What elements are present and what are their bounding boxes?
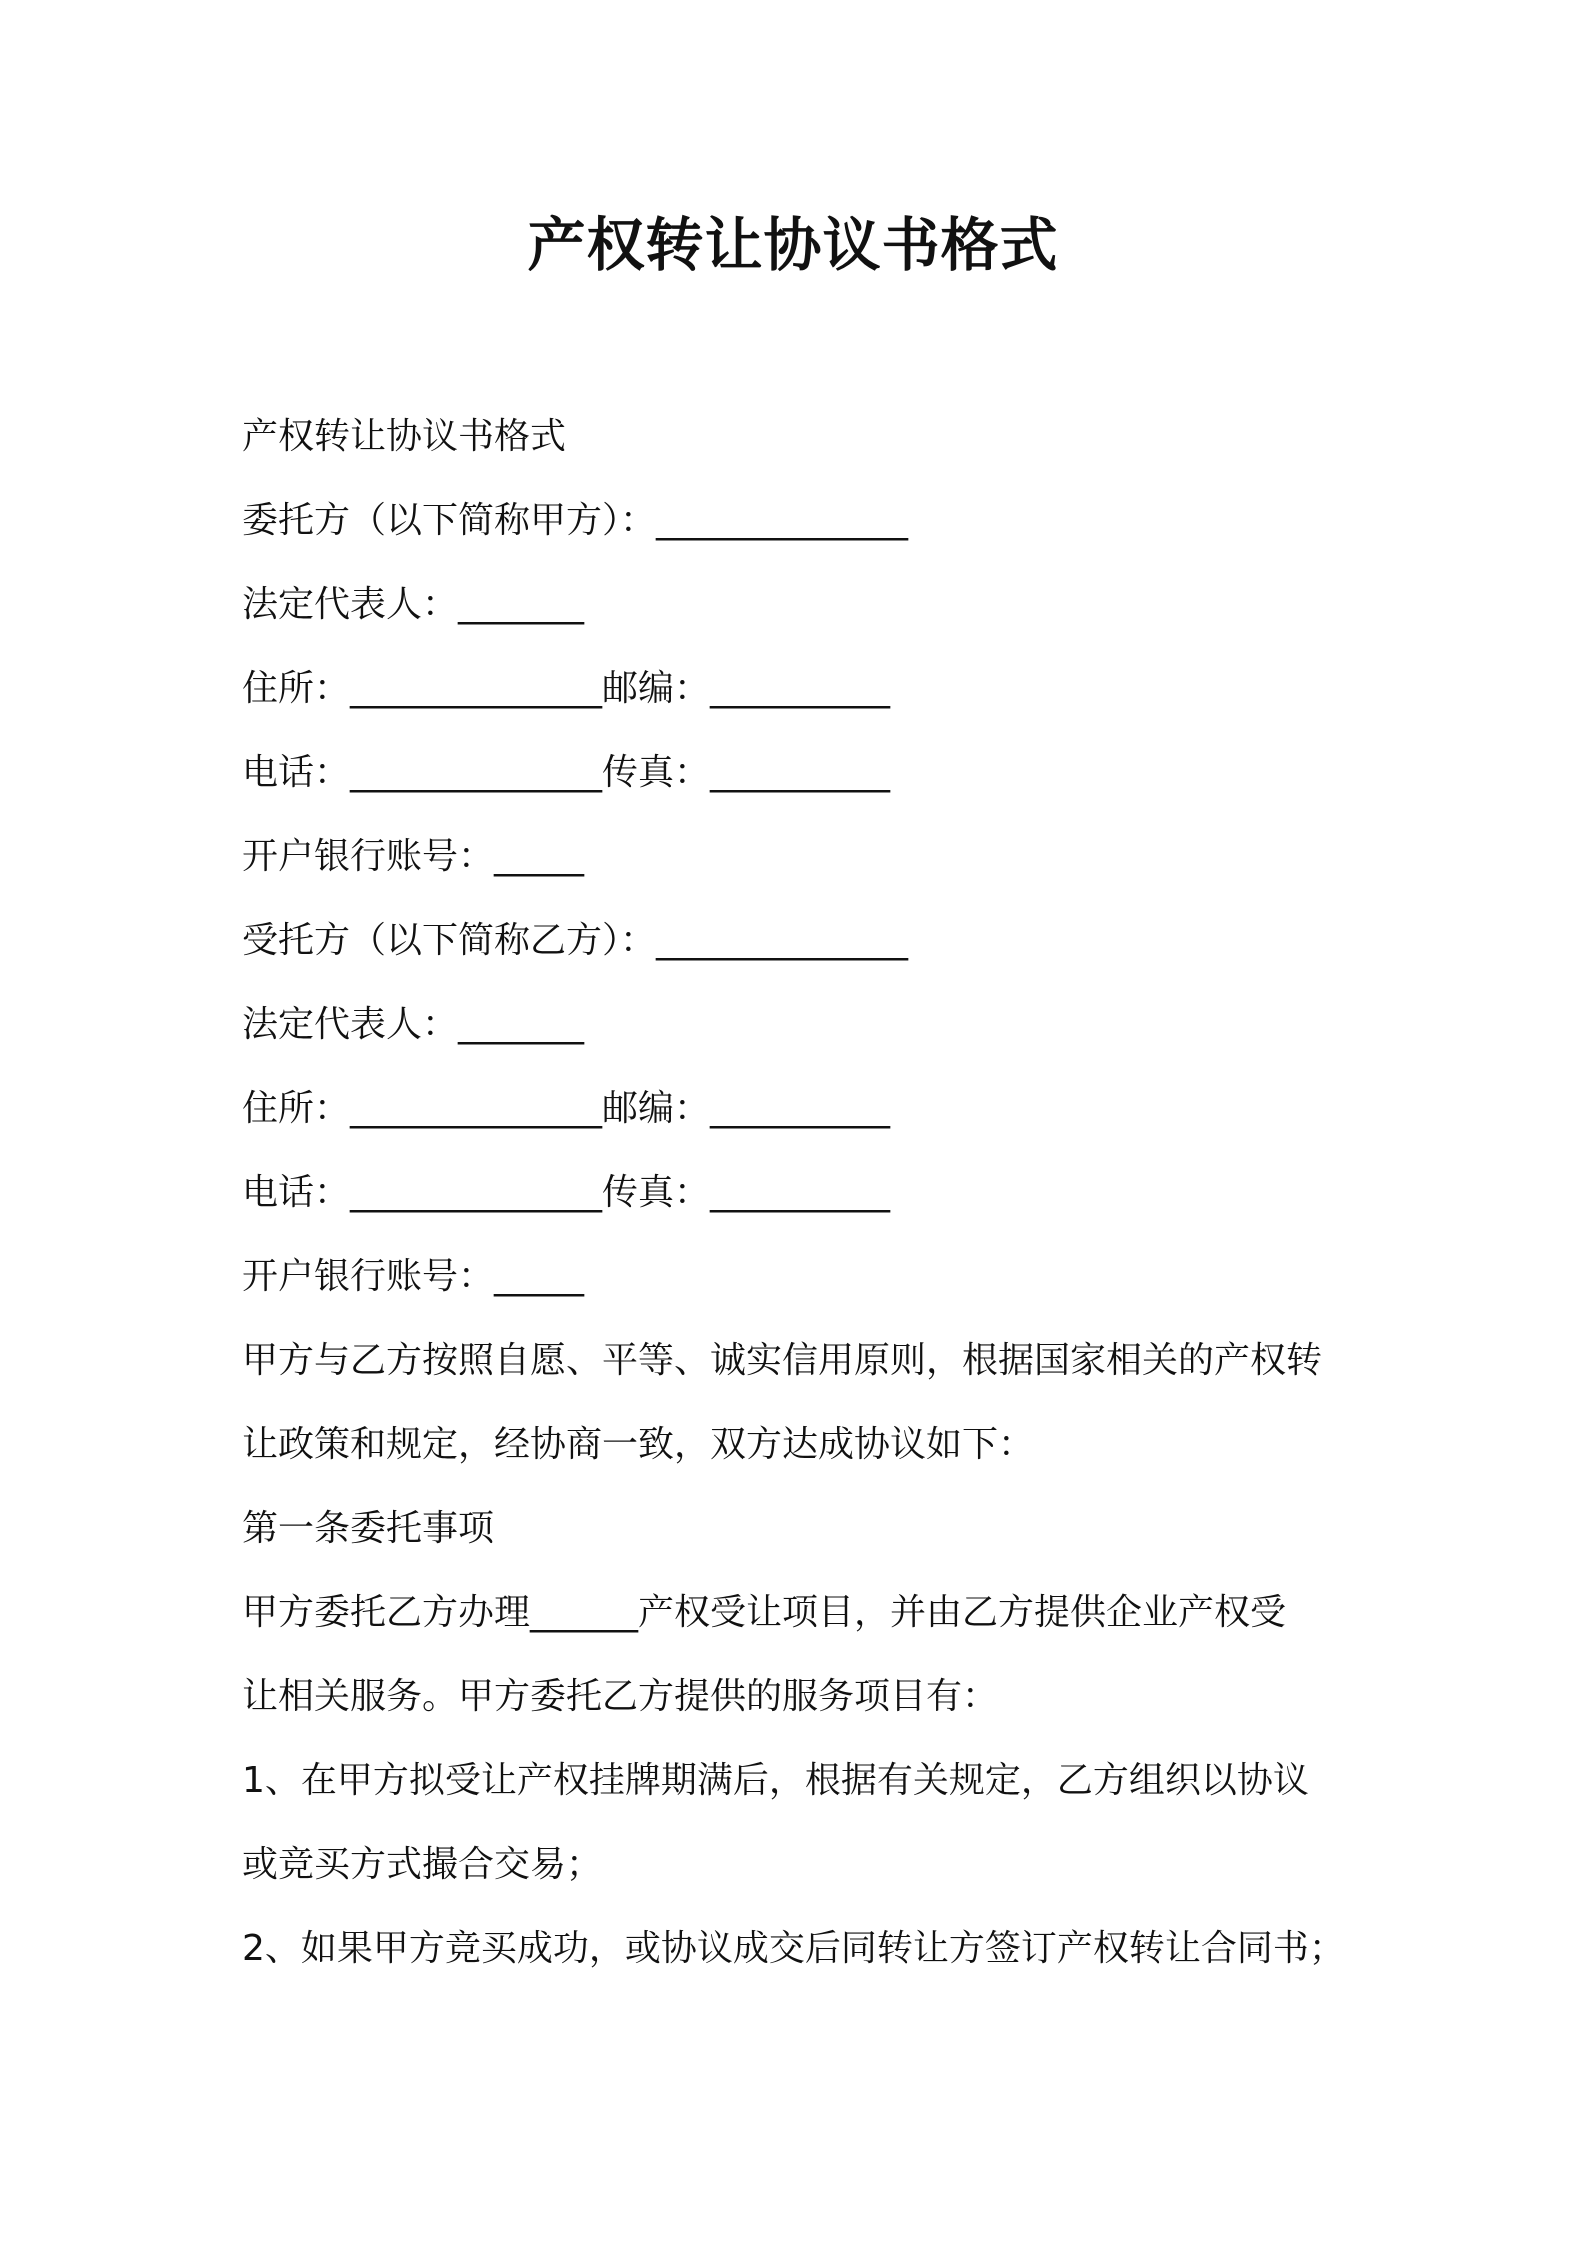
item-1-line-2: 或竞买方式撮合交易； — [242, 1844, 603, 1885]
party-a-address-line: 住所：______________邮编：__________ — [242, 668, 891, 709]
party-b-representative-line: 法定代表人：_______ — [242, 1004, 585, 1045]
party-b-address-line: 住所：______________邮编：__________ — [242, 1088, 891, 1129]
item-2-line-1: 2、如果甲方竞买成功，或协议成交后同转让方签订产权转让合同书； — [242, 1928, 1345, 1969]
party-a-representative-line: 法定代表人：_______ — [242, 584, 585, 625]
party-b-phone-line: 电话：______________传真：__________ — [242, 1172, 891, 1213]
article-1-line-1: 甲方委托乙方办理______产权受让项目，并由乙方提供企业产权受 — [242, 1592, 1287, 1633]
heading-line: 产权转让协议书格式 — [242, 416, 567, 457]
preamble-line-2: 让政策和规定，经协商一致，双方达成协议如下： — [242, 1424, 1035, 1465]
preamble-line-1: 甲方与乙方按照自愿、平等、诚实信用原则，根据国家相关的产权转 — [242, 1340, 1323, 1381]
party-a-name-line: 委托方（以下简称甲方）：______________ — [242, 500, 909, 541]
party-b-name-line: 受托方（以下简称乙方）：______________ — [242, 920, 909, 961]
party-b-bank-line: 开户银行账号：_____ — [242, 1256, 585, 1297]
document-title: 产权转让协议书格式 — [527, 211, 1059, 279]
item-1-line-1: 1、在甲方拟受让产权挂牌期满后，根据有关规定，乙方组织以协议 — [242, 1760, 1309, 1801]
article-1-heading: 第一条委托事项 — [242, 1508, 495, 1549]
party-a-phone-line: 电话：______________传真：__________ — [242, 752, 891, 793]
party-a-bank-line: 开户银行账号：_____ — [242, 836, 585, 877]
article-1-line-2: 让相关服务。甲方委托乙方提供的服务项目有： — [242, 1676, 999, 1717]
